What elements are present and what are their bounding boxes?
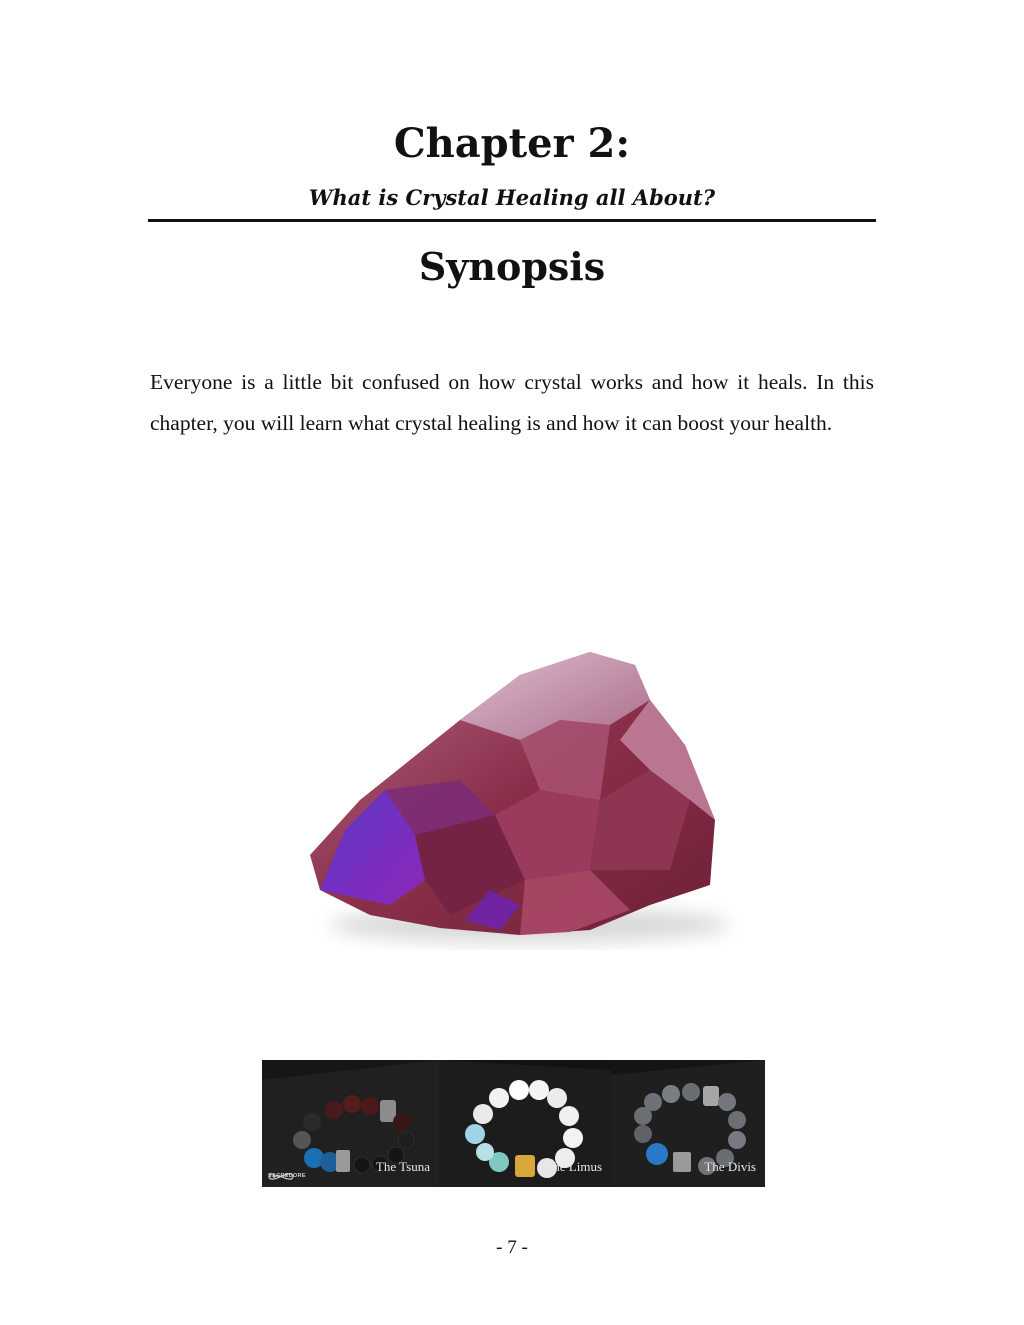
crystal-image	[290, 630, 750, 950]
banner-panel-tsuna	[262, 1060, 439, 1187]
panel-label-divis: The Divis	[704, 1159, 756, 1174]
panel-label-tsuna: The Tsuna	[375, 1159, 430, 1174]
bracelet-banner	[262, 1060, 765, 1187]
section-title: Synopsis	[418, 244, 606, 289]
infinity-logo-icon	[268, 1172, 294, 1181]
chapter-subtitle: What is Crystal Healing all About?	[308, 185, 716, 210]
chapter-title: Chapter 2:	[393, 120, 631, 167]
brand-name: SACREDORE	[268, 1173, 306, 1179]
title-divider	[148, 219, 876, 222]
brand-logo	[268, 1172, 306, 1179]
banner-panel-limus	[439, 1060, 611, 1187]
panel-label-limus: The Limus	[545, 1159, 602, 1174]
synopsis-paragraph: Everyone is a little bit confused on how crystal works and how it heals. In this chapter, you will learn what crystal healing is and how it can boost your health.	[150, 370, 874, 435]
page-number: - 7 -	[496, 1237, 528, 1258]
banner-panel-divis	[611, 1060, 765, 1187]
